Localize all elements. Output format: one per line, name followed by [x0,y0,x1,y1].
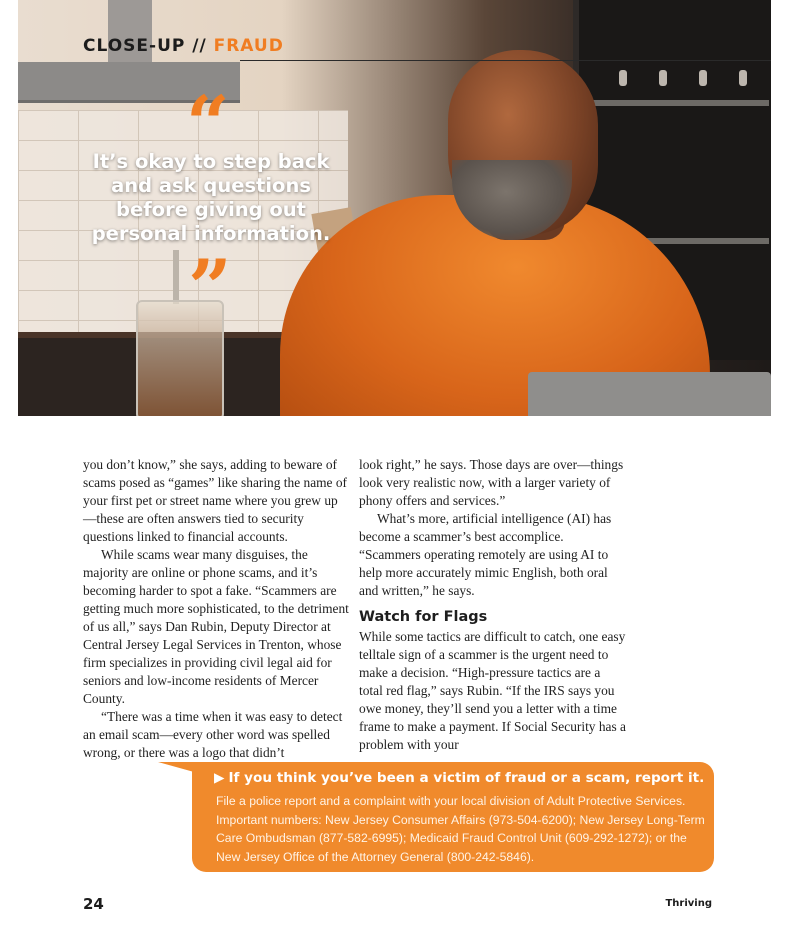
magazine-name: Thriving [665,898,712,909]
article-paragraph: you don’t know,” she says, adding to beware of scams posed as “games” like sharing the name of your first pet or street name where you grew up—these are often answers tied to security questions linked to financial accounts. [83,457,348,544]
page-number: 24 [83,895,104,913]
article-paragraph: While scams wear many disguises, the majority are online or phone scams, and it’s becoming harder to spot a fake. “Scammers are getting much more sophisticated, to the detriment of us all,” says Dan Rubin, Deputy Director at Central Jersey Legal Services in Trenton, whose firm specializes in providing civil legal aid for seniors and low-income residents of Mercer County. [83,547,349,706]
article-paragraph: What’s more, artificial intelligence (AI) has become a scammer’s best accomplice. “Scammers operating remotely are using AI to help more accurately mimic English, both oral and written,” he says. [359,511,612,598]
french-press-plunger [173,250,179,304]
callout-box [192,762,714,872]
play-arrow-icon: ▶ [214,770,225,786]
pull-quote: It’s okay to step back and ask questions before giving out personal information. [91,150,331,245]
open-quote-icon: “ [186,79,230,168]
article-column-right [359,456,627,754]
article-paragraph: look right,” he says. Those days are over—things look very realistic now, with a larger variety of phony offers and services.” [359,457,624,508]
laptop [528,372,771,416]
section-tag [83,36,284,56]
callout-heading [214,770,704,786]
section-tag-topic: FRAUD [213,36,284,56]
header-rule [240,60,771,61]
close-quote-icon: ” [188,243,232,332]
section-tag-label: CLOSE-UP // [83,36,207,56]
callout-body: File a police report and a complaint with your local division of Adult Protective Services. Important numbers: New Jersey Consumer Affairs (973-504-6200); New Jersey Long-Term Care Ombudsman (877-582-6995); Medicaid Fraud Control Unit (609-292-1272); or the New Jersey Office of the Attorney General (800-242-5846). [216,794,705,864]
article-paragraph: While some tactics are difficult to catch, one easy telltale sign of a scammer is the urgent need to make a decision. “High-pressure tactics are a total red flag,” says Rubin. “If the IRS says you owe money, they’ll send you a letter with a time frame to make a payment. If Social Security has a problem with your [359,629,626,752]
callout-heading-text: If you think you’ve been a victim of fraud or a scam, report it. [228,770,705,786]
section-subheading: Watch for Flags [359,609,488,625]
article-column-left [83,456,349,762]
article-paragraph: “There was a time when it was easy to detect an email scam—every other word was spelled wrong, or there was a logo that didn’t [83,709,343,760]
oven-knob [739,70,747,86]
